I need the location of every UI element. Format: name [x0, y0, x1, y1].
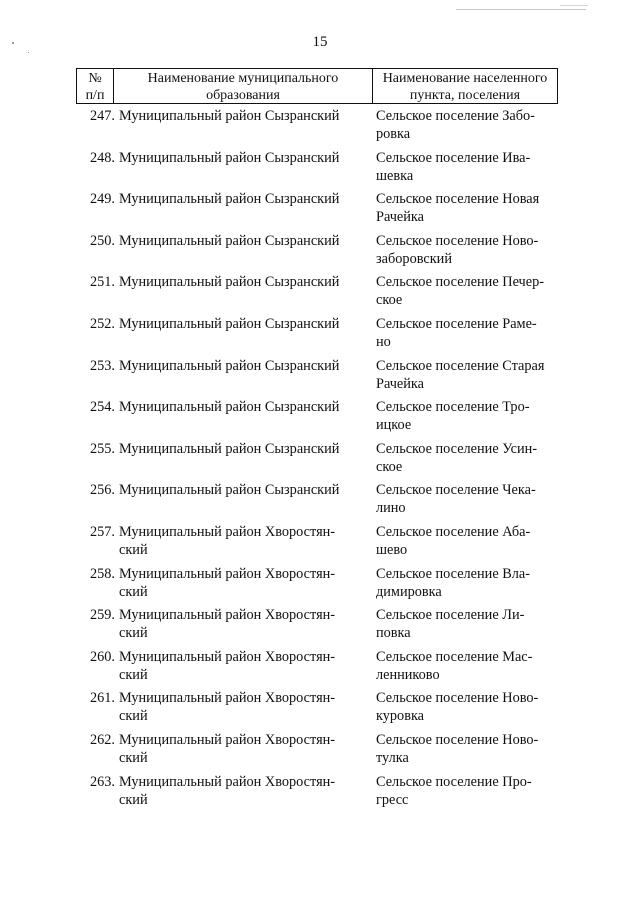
- settlement-line: ицкое: [376, 417, 412, 434]
- settlement-line: димировка: [376, 583, 442, 600]
- row-number: 259.: [89, 607, 115, 624]
- header-municipality-line: Наименование муниципального: [147, 71, 339, 86]
- municipality-line: Муниципальный район Сызранский: [119, 399, 340, 416]
- row-number: 258.: [89, 565, 115, 582]
- municipality-cell: [119, 315, 367, 333]
- settlement-cell: [376, 149, 576, 185]
- row-number: 249.: [89, 191, 115, 208]
- row-number: 260.: [89, 648, 115, 665]
- municipality-cell: [119, 565, 367, 601]
- municipality-cell: [119, 689, 367, 725]
- municipality-line: Муниципальный район Хворостян-: [119, 607, 336, 624]
- municipality-cell: [119, 107, 367, 125]
- settlement-line: Сельское поселение Старая: [376, 357, 545, 374]
- settlement-line: заборовский: [376, 250, 452, 267]
- settlement-line: Сельское поселение Вла-: [376, 565, 531, 582]
- settlement-cell: [376, 357, 576, 393]
- settlement-line: Сельское поселение Ли-: [376, 607, 525, 624]
- municipality-line: Муниципальный район Хворостян-: [119, 773, 336, 790]
- header-municipality-line: образования: [206, 88, 280, 103]
- row-number: 248.: [89, 149, 115, 166]
- settlement-cell: [376, 606, 576, 642]
- settlement-line: Сельское поселение Ива-: [376, 149, 531, 166]
- table-row: [0, 773, 640, 815]
- row-number: 250.: [89, 232, 115, 249]
- header-number-line: п/п: [85, 88, 105, 103]
- header-municipality: [114, 69, 373, 103]
- row-number: 247.: [89, 108, 115, 124]
- settlement-line: повка: [376, 625, 411, 642]
- row-number: 254.: [89, 399, 115, 416]
- row-number: 256.: [89, 482, 115, 499]
- row-number: 253.: [89, 357, 115, 374]
- settlement-cell: [376, 190, 576, 226]
- table-row: [0, 440, 640, 482]
- municipality-line: Муниципальный район Сызранский: [119, 149, 340, 166]
- settlement-line: Сельское поселение Ново-: [376, 232, 539, 249]
- table-row: [0, 273, 640, 315]
- municipality-line: ский: [119, 749, 148, 766]
- scan-edge-line: [456, 9, 586, 10]
- settlement-line: ленниково: [376, 666, 440, 683]
- municipality-line: ский: [119, 541, 148, 558]
- municipality-line: Муниципальный район Хворостян-: [119, 523, 336, 540]
- row-number: 261.: [89, 690, 115, 707]
- municipality-line: Муниципальный район Хворостян-: [119, 731, 336, 748]
- settlement-cell: [376, 398, 576, 434]
- municipality-line: Муниципальный район Сызранский: [119, 191, 340, 208]
- municipality-line: ский: [119, 791, 148, 808]
- settlement-line: Сельское поселение Забо-: [376, 108, 535, 124]
- municipality-cell: [119, 357, 367, 375]
- table-header: [76, 68, 558, 104]
- settlement-cell: [376, 481, 576, 517]
- municipality-line: Муниципальный район Сызранский: [119, 440, 340, 457]
- row-number: 263.: [89, 773, 115, 790]
- municipality-line: ский: [119, 583, 148, 600]
- table-body: [0, 107, 640, 814]
- table-row: [0, 232, 640, 274]
- settlement-cell: [376, 107, 576, 143]
- settlement-line: Сельское поселение Усин-: [376, 440, 538, 457]
- settlement-line: Сельское поселение Новая: [376, 191, 540, 208]
- table-row: [0, 481, 640, 523]
- table-row: [0, 190, 640, 232]
- settlement-line: но: [376, 333, 391, 350]
- row-number: 262.: [89, 731, 115, 748]
- settlement-cell: [376, 232, 576, 268]
- settlement-line: тулка: [376, 749, 409, 766]
- municipality-cell: [119, 648, 367, 684]
- municipality-line: Муниципальный район Сызранский: [119, 357, 340, 374]
- settlement-line: Сельское поселение Аба-: [376, 523, 531, 540]
- scan-edge-line: [560, 5, 588, 6]
- settlement-cell: [376, 523, 576, 559]
- settlement-cell: [376, 565, 576, 601]
- row-number: 255.: [89, 440, 115, 457]
- settlement-line: ровка: [376, 126, 411, 142]
- table-row: [0, 398, 640, 440]
- municipality-cell: [119, 190, 367, 208]
- municipality-cell: [119, 481, 367, 499]
- settlement-line: шевка: [376, 167, 414, 184]
- settlement-cell: [376, 440, 576, 476]
- settlement-line: Сельское поселение Ново-: [376, 690, 539, 707]
- settlement-cell: [376, 731, 576, 767]
- settlement-line: Сельское поселение Печер-: [376, 274, 545, 291]
- settlement-line: куровка: [376, 708, 425, 725]
- settlement-line: Рачейка: [376, 209, 424, 226]
- table-row: [0, 107, 640, 149]
- settlement-line: лино: [376, 500, 406, 517]
- settlement-line: ское: [376, 458, 403, 475]
- municipality-line: Муниципальный район Сызранский: [119, 482, 340, 499]
- municipality-line: Муниципальный район Сызранский: [119, 108, 340, 124]
- header-settlement-line: Наименование населенного: [382, 71, 548, 86]
- municipality-cell: [119, 149, 367, 167]
- header-number: [77, 69, 114, 103]
- table-row: [0, 731, 640, 773]
- municipality-cell: [119, 731, 367, 767]
- municipality-cell: [119, 440, 367, 458]
- settlement-line: гресс: [376, 791, 409, 808]
- municipality-line: ский: [119, 625, 148, 642]
- settlement-line: Сельское поселение Мас-: [376, 648, 533, 665]
- table-row: [0, 606, 640, 648]
- settlement-cell: [376, 273, 576, 309]
- municipality-cell: [119, 523, 367, 559]
- table-row: [0, 357, 640, 399]
- row-number: 257.: [89, 523, 115, 540]
- table-row: [0, 149, 640, 191]
- settlement-line: Рачейка: [376, 375, 424, 392]
- municipality-line: Муниципальный район Сызранский: [119, 232, 340, 249]
- settlement-line: Сельское поселение Раме-: [376, 315, 537, 332]
- table-row: [0, 315, 640, 357]
- municipality-line: Муниципальный район Сызранский: [119, 315, 340, 332]
- header-settlement: [373, 69, 557, 103]
- page-number: 15: [312, 34, 328, 50]
- municipality-cell: [119, 606, 367, 642]
- table-row: [0, 689, 640, 731]
- settlement-cell: [376, 315, 576, 351]
- municipality-line: Муниципальный район Хворостян-: [119, 648, 336, 665]
- row-number: 251.: [89, 274, 115, 291]
- settlement-cell: [376, 648, 576, 684]
- settlement-line: шево: [376, 541, 408, 558]
- municipality-cell: [119, 273, 367, 291]
- municipality-line: Муниципальный район Хворостян-: [119, 690, 336, 707]
- municipality-line: ский: [119, 666, 148, 683]
- municipality-line: Муниципальный район Хворостян-: [119, 565, 336, 582]
- municipality-line: ский: [119, 708, 148, 725]
- municipality-cell: [119, 232, 367, 250]
- table-row: [0, 565, 640, 607]
- header-number-line: №: [88, 71, 102, 86]
- table-row: [0, 523, 640, 565]
- row-number: 252.: [89, 315, 115, 332]
- table-row: [0, 648, 640, 690]
- municipality-cell: [119, 773, 367, 809]
- municipality-line: Муниципальный район Сызранский: [119, 274, 340, 291]
- header-settlement-line: пункта, поселения: [409, 88, 521, 103]
- settlement-line: ское: [376, 292, 403, 309]
- settlement-line: Сельское поселение Чека-: [376, 482, 536, 499]
- settlement-cell: [376, 689, 576, 725]
- settlement-line: Сельское поселение Ново-: [376, 731, 539, 748]
- settlement-line: Сельское поселение Про-: [376, 773, 532, 790]
- settlement-line: Сельское поселение Тро-: [376, 399, 530, 416]
- scan-speck: [28, 52, 29, 53]
- municipality-cell: [119, 398, 367, 416]
- settlement-cell: [376, 773, 576, 809]
